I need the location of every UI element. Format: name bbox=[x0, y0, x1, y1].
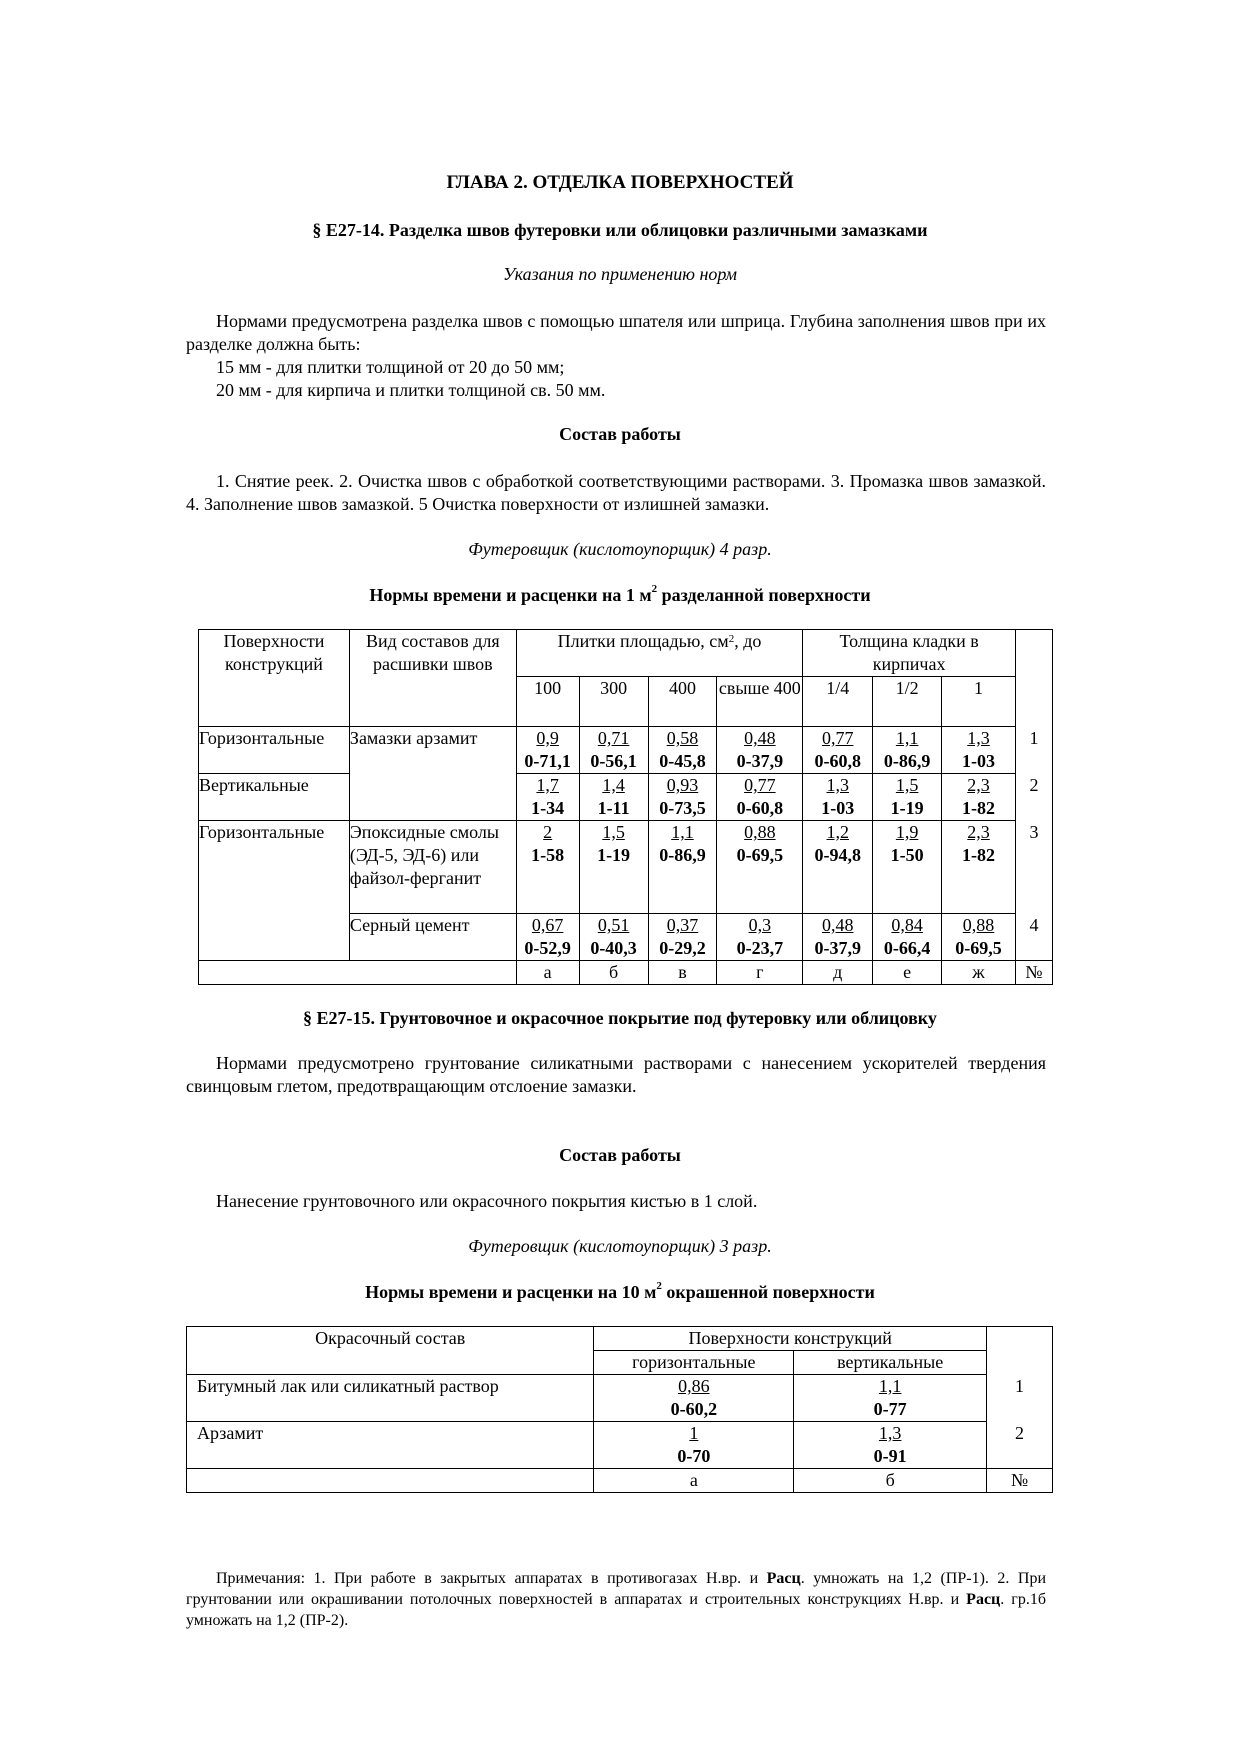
row-number: 3 bbox=[1015, 821, 1052, 914]
row-number: 1 bbox=[987, 1375, 1053, 1422]
cell-value: 1,1 0-77 bbox=[794, 1375, 987, 1422]
cell-value: 1,3 1-03 bbox=[942, 727, 1016, 774]
subheader: свыше 400 bbox=[717, 677, 803, 727]
cell-surface bbox=[199, 914, 350, 961]
row-number: 1 bbox=[1015, 727, 1052, 774]
chapter-title: ГЛАВА 2. ОТДЕЛКА ПОВЕРХНОСТЕЙ bbox=[446, 172, 794, 193]
table-row bbox=[199, 914, 1053, 961]
cell-value: 0,88 0-69,5 bbox=[942, 914, 1016, 961]
table-row bbox=[199, 821, 1053, 914]
row-number: 2 bbox=[1015, 774, 1052, 821]
row-number: 2 bbox=[987, 1422, 1053, 1469]
work-title-2: Состав работы bbox=[559, 1145, 681, 1165]
subheader: 1 bbox=[942, 677, 1016, 727]
column-letter: г bbox=[717, 961, 803, 985]
cell-value: 0,84 0-66,4 bbox=[873, 914, 942, 961]
cell-value: 0,71 0-56,1 bbox=[579, 727, 648, 774]
cell-composition: Арзамит bbox=[187, 1422, 594, 1469]
s15-text: Нормами предусмотрено грунтование силикатными растворами с нанесением ускорителей твердения свинцовым глетом, предотвращающим отслоение замазки. bbox=[186, 1053, 1046, 1096]
cell-value: 0,58 0-45,8 bbox=[648, 727, 717, 774]
guide-text: Нормами предусмотрена разделка швов с помощью шпателя или шприца. Глубина заполнения швов при их разделке должна быть: bbox=[186, 311, 1046, 354]
column-letter: д bbox=[803, 961, 873, 985]
header-empty bbox=[1015, 630, 1052, 727]
subheader: 300 bbox=[579, 677, 648, 727]
cell-value: 0,77 0-60,8 bbox=[717, 774, 803, 821]
cell-type: Эпоксидные смолы (ЭД-5, ЭД-6) или файзол-ферганит bbox=[349, 821, 516, 914]
header-thickness: Толщина кладки в кирпичах bbox=[803, 630, 1016, 677]
column-letter: е bbox=[873, 961, 942, 985]
column-letter: а bbox=[594, 1469, 794, 1493]
column-letter: б bbox=[579, 961, 648, 985]
cell-value: 0,86 0-60,2 bbox=[594, 1375, 794, 1422]
table-footer-row bbox=[199, 961, 1053, 985]
header-horizontal: горизонтальные bbox=[594, 1351, 794, 1375]
cell-surface: Горизонтальные bbox=[199, 727, 350, 774]
cell-value: 0,48 0-37,9 bbox=[803, 914, 873, 961]
column-letter: б bbox=[794, 1469, 987, 1493]
column-letter: в bbox=[648, 961, 717, 985]
cell-value: 0,37 0-29,2 bbox=[648, 914, 717, 961]
guide-line-1: 15 мм - для плитки толщиной от 20 до 50 мм; bbox=[216, 357, 565, 377]
header-type: Вид составов для расшивки швов bbox=[349, 630, 516, 727]
cell-value: 1,9 1-50 bbox=[873, 821, 942, 914]
cell-value: 0,3 0-23,7 bbox=[717, 914, 803, 961]
header-surfaces: Поверхности конструкций bbox=[594, 1327, 987, 1351]
table-row bbox=[199, 727, 1053, 774]
row-number: 4 bbox=[1015, 914, 1052, 961]
footer-empty bbox=[199, 961, 517, 985]
guide-title: Указания по применению норм bbox=[503, 264, 737, 284]
cell-value: 2,3 1-82 bbox=[942, 774, 1016, 821]
norms-table-1 bbox=[198, 629, 1053, 985]
cell-value: 1,7 1-34 bbox=[516, 774, 579, 821]
cell-type: Замазки арзамит bbox=[349, 727, 516, 774]
cell-value: 0,48 0-37,9 bbox=[717, 727, 803, 774]
header-vertical: вертикальные bbox=[794, 1351, 987, 1375]
footer-empty bbox=[187, 1469, 594, 1493]
subheader: 1/4 bbox=[803, 677, 873, 727]
section-e27-15-title: § Е27-15. Грунтовочное и окрасочное покрытие под футеровку или облицовку bbox=[303, 1008, 937, 1028]
header-surface: Поверхности конструкций bbox=[199, 630, 350, 727]
cell-type bbox=[349, 774, 516, 821]
table-footer-row bbox=[187, 1469, 1053, 1493]
cell-value: 1,5 1-19 bbox=[873, 774, 942, 821]
column-letter: а bbox=[516, 961, 579, 985]
norms-table-2 bbox=[186, 1326, 1053, 1493]
cell-value: 1,5 1-19 bbox=[579, 821, 648, 914]
cell-value: 0,51 0-40,3 bbox=[579, 914, 648, 961]
table-row bbox=[187, 1422, 1053, 1469]
cell-value: 2,3 1-82 bbox=[942, 821, 1016, 914]
subheader: 1/2 bbox=[873, 677, 942, 727]
cell-surface: Вертикальные bbox=[199, 774, 350, 821]
section-e27-14-title: § Е27-14. Разделка швов футеровки или облицовки различными замазками bbox=[312, 220, 928, 240]
cell-value: 1 0-70 bbox=[594, 1422, 794, 1469]
work-title-1: Состав работы bbox=[559, 424, 681, 444]
subheader: 100 bbox=[516, 677, 579, 727]
cell-value: 1,1 0-86,9 bbox=[873, 727, 942, 774]
number-sign: № bbox=[987, 1469, 1053, 1493]
cell-value: 1,4 1-11 bbox=[579, 774, 648, 821]
norms-title-2: Нормы времени и расценки на 10 $м^2$ окрашенной поверхности bbox=[365, 1280, 875, 1302]
header-tiles: Плитки площадью, $см^2$, до bbox=[516, 630, 803, 677]
cell-surface: Горизонтальные bbox=[199, 821, 350, 914]
notes: Примечания: 1. При работе в закрытых аппаратах в противогазах Н.вр. и Расц. умножать на 1,2 (ПР-1). 2. При грунтовании или окрашивании потолочных поверхностей в аппаратах и строительных конструкциях Н.вр. и Расц. гр.1б умножать на 1,2 (ПР-2). bbox=[186, 1570, 1047, 1629]
norms-title-1: Нормы времени и расценки на 1 $м^2$ разделанной поверхности bbox=[369, 583, 871, 605]
work-text-2: Нанесение грунтовочного или окрасочного покрытия кистью в 1 слой. bbox=[216, 1191, 758, 1211]
header-empty bbox=[987, 1327, 1053, 1375]
cell-composition: Битумный лак или силикатный раствор bbox=[187, 1375, 594, 1422]
cell-value: 0,88 0-69,5 bbox=[717, 821, 803, 914]
cell-value: 1,3 0-91 bbox=[794, 1422, 987, 1469]
work-text-1: 1. Снятие реек. 2. Очистка швов с обработкой соответствующими растворами. 3. Промазка швов замазкой. 4. Заполнение швов замазкой. 5 Очистка поверхности от излишней замазки. bbox=[186, 471, 1046, 514]
cell-value: 1,3 1-03 bbox=[803, 774, 873, 821]
cell-value: 1,1 0-86,9 bbox=[648, 821, 717, 914]
worker-1: Футеровщик (кислотоупорщик) 4 разр. bbox=[468, 539, 772, 559]
worker-2: Футеровщик (кислотоупорщик) 3 разр. bbox=[468, 1236, 772, 1256]
number-sign: № bbox=[1015, 961, 1052, 985]
cell-value: 1,2 0-94,8 bbox=[803, 821, 873, 914]
table-row bbox=[199, 774, 1053, 821]
column-letter: ж bbox=[942, 961, 1016, 985]
cell-type: Серный цемент bbox=[349, 914, 516, 961]
cell-value: 0,9 0-71,1 bbox=[516, 727, 579, 774]
guide-line-2: 20 мм - для кирпича и плитки толщиной св. 50 мм. bbox=[216, 380, 606, 400]
header-composition: Окрасочный состав bbox=[187, 1327, 594, 1375]
cell-value: 0,93 0-73,5 bbox=[648, 774, 717, 821]
cell-value: 0,77 0-60,8 bbox=[803, 727, 873, 774]
cell-value: 2 1-58 bbox=[516, 821, 579, 914]
subheader: 400 bbox=[648, 677, 717, 727]
table-row bbox=[187, 1375, 1053, 1422]
cell-value: 0,67 0-52,9 bbox=[516, 914, 579, 961]
